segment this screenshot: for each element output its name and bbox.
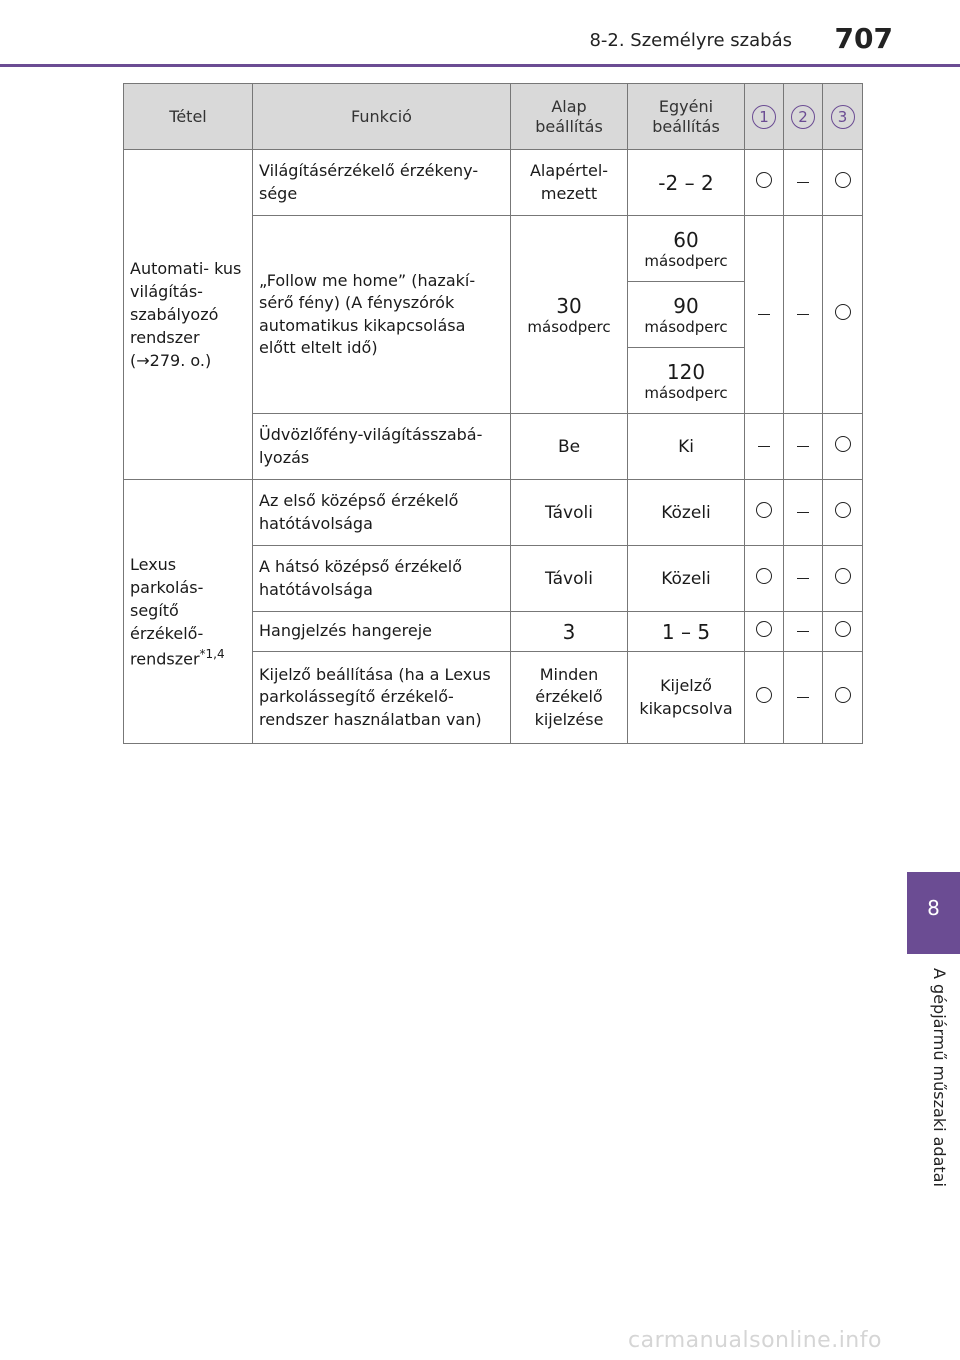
function-cell: Üdvözlőfény-világításszabá- lyozás [253,414,511,480]
mark-cell [784,216,823,414]
circle-mark [835,568,851,584]
item-auto-lighting: Automati- kus világítás- szabályozó rendszer (→279. o.) [124,150,253,480]
circle-mark [835,172,851,188]
dash-mark [758,314,770,316]
table-row [124,150,863,216]
mark-cell [784,150,823,216]
page-header [0,0,960,66]
header-default: Alap beállítás [511,84,628,150]
custom-unit: másodperc [644,251,728,270]
mark-cell [823,612,863,652]
dash-mark [797,697,809,699]
mark-cell [823,216,863,414]
function-cell: Világításérzékelő érzékeny- sége [253,150,511,216]
custom-value: 90 [673,293,699,318]
item-parking-assist [124,480,253,744]
function-cell: „Follow me home” (hazakí- sérő fény) (A fényszórók automatikus kikapcsolása előtt eltelt idő) [253,216,511,414]
circle-mark [835,436,851,452]
default-unit: másodperc [527,317,611,336]
function-cell: A hátsó középső érzékelő hatótávolsága [253,546,511,612]
mark-cell [784,652,823,744]
dash-mark [797,182,809,184]
page-number: 707 [834,22,893,55]
default-cell: Alapértel- mezett [511,150,628,216]
custom-cell: Közeli [628,546,745,612]
mark-cell [745,480,784,546]
mark-cell [823,652,863,744]
circle-mark [756,687,772,703]
custom-cell [628,348,745,414]
dash-mark [797,512,809,514]
mark-cell [784,546,823,612]
circle-mark [756,172,772,188]
item-parking-assist-label: Lexus parkolás- segítő érzékelő- rendszer [130,554,204,668]
custom-cell: Kijelző kikapcsolva [628,652,745,744]
header-item: Tétel [124,84,253,150]
header-number-3: 3 [831,105,855,129]
custom-cell [628,282,745,348]
chapter-tab[interactable]: 8 [907,872,960,954]
custom-cell [628,216,745,282]
circle-mark [756,621,772,637]
mark-cell [823,414,863,480]
default-cell: Távoli [511,546,628,612]
custom-unit: másodperc [644,383,728,402]
function-cell: Az első középső érzékelő hatótávolsága [253,480,511,546]
custom-cell: 1 – 5 [628,612,745,652]
header-custom: Egyéni beállítás [628,84,745,150]
footer-watermark: carmanualsonline.info [628,1328,882,1353]
dash-mark [797,446,809,448]
mark-cell [823,546,863,612]
custom-value: 120 [666,359,706,384]
mark-cell [823,480,863,546]
function-cell: Hangjelzés hangereje [253,612,511,652]
custom-cell: Közeli [628,480,745,546]
header-function: Funkció [253,84,511,150]
mark-cell [784,612,823,652]
mark-cell [745,414,784,480]
mark-cell [784,480,823,546]
table-row [124,480,863,546]
dash-mark [797,578,809,580]
header-col-2 [784,84,823,150]
section-title: 8-2. Személyre szabás [589,30,792,51]
custom-unit: másodperc [644,317,728,336]
circle-mark [835,304,851,320]
dash-mark [797,631,809,633]
default-cell [511,216,628,414]
mark-cell [784,414,823,480]
mark-cell [745,546,784,612]
mark-cell [823,150,863,216]
mark-cell [745,612,784,652]
chapter-label: A gépjármű műszaki adatai [930,968,949,1187]
header-number-2: 2 [791,105,815,129]
dash-mark [797,314,809,316]
dash-mark [758,446,770,448]
mark-cell [745,150,784,216]
circle-mark [835,621,851,637]
default-cell: Minden érzékelő kijelzése [511,652,628,744]
default-value: 30 [556,293,582,318]
header-col-3 [823,84,863,150]
custom-cell: -2 – 2 [628,150,745,216]
circle-mark [756,502,772,518]
table-header-row [124,84,863,150]
default-cell: Távoli [511,480,628,546]
settings-table [123,83,863,744]
footnote-mark: *1,4 [199,646,225,661]
circle-mark [835,687,851,703]
mark-cell [745,216,784,414]
mark-cell [745,652,784,744]
function-cell: Kijelző beállítása (ha a Lexus parkolássegítő érzékelő- rendszer használatban van) [253,652,511,744]
circle-mark [756,568,772,584]
default-cell: 3 [511,612,628,652]
custom-value: 60 [673,227,699,252]
default-cell: Be [511,414,628,480]
header-rule [0,64,960,67]
circle-mark [835,502,851,518]
header-number-1: 1 [752,105,776,129]
header-col-1 [745,84,784,150]
custom-cell: Ki [628,414,745,480]
